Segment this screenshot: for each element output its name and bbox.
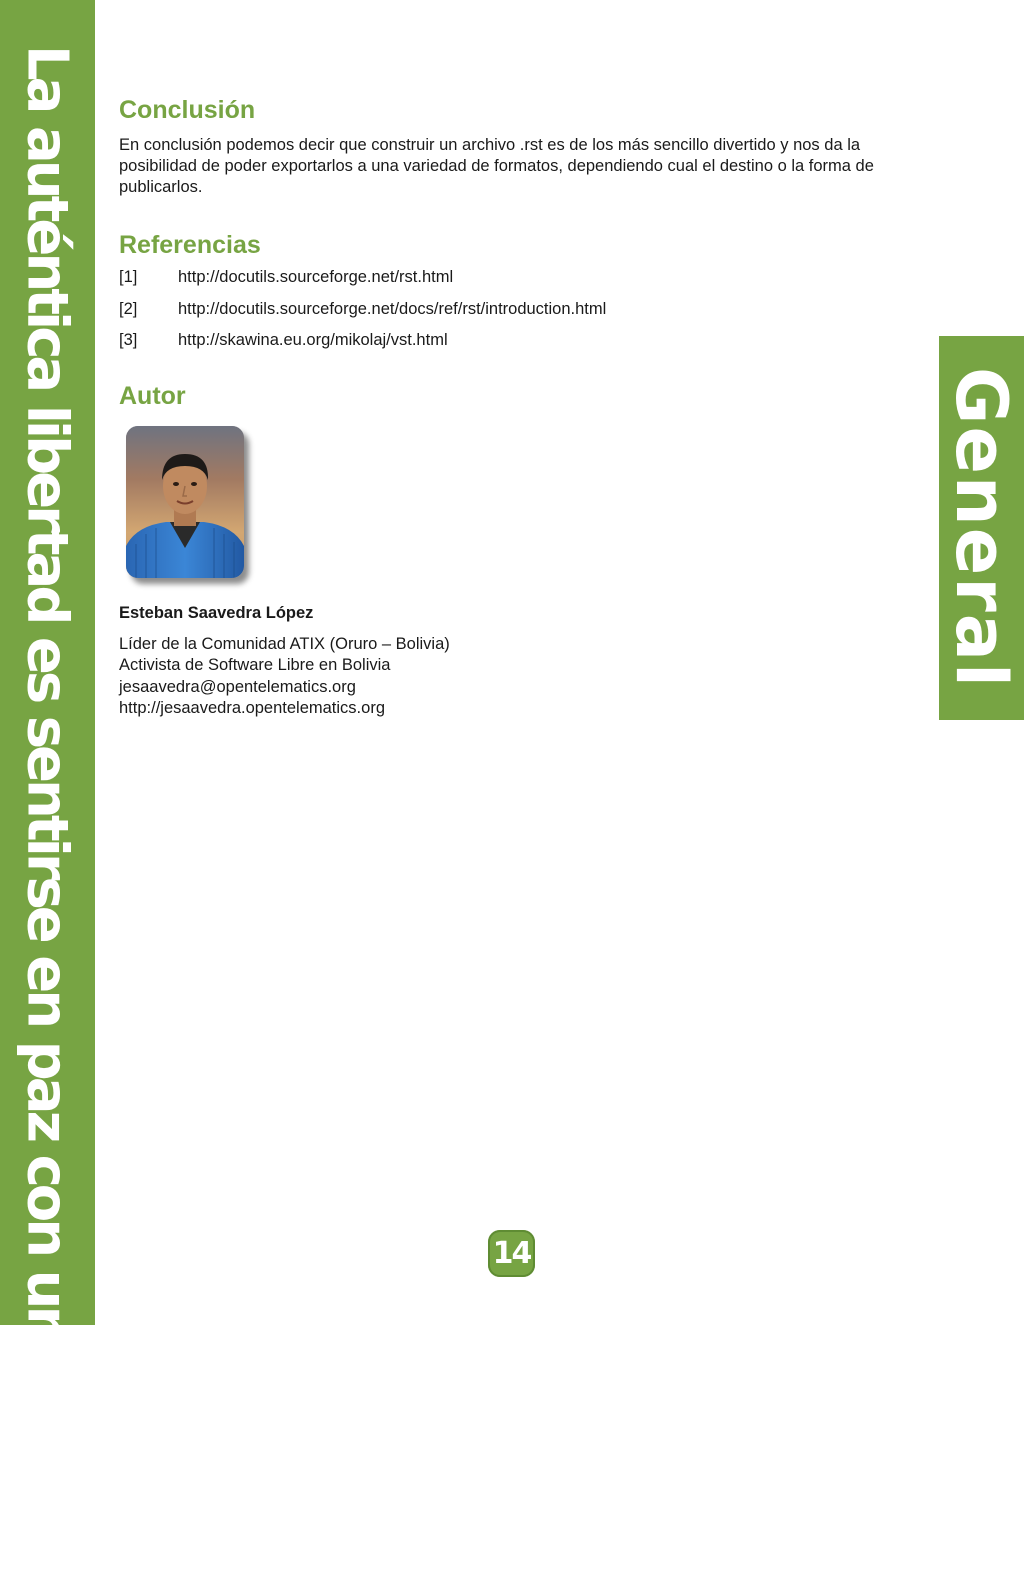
side-banner-quote: La auténtica libertad es sentirse en paz con uno mismo [14, 45, 80, 1579]
page-number: 14 [492, 1236, 531, 1271]
references-list [119, 267, 909, 362]
reference-number: [3] [119, 331, 138, 349]
page-number-badge [488, 1230, 535, 1277]
author-photo [126, 426, 244, 578]
reference-item [119, 267, 909, 299]
article-content [119, 94, 909, 720]
author-heading: Autor [119, 381, 186, 410]
section-tab [939, 336, 1024, 720]
author-details [119, 634, 909, 720]
author-website[interactable]: http://jesaavedra.opentelematics.org [119, 699, 385, 717]
reference-link[interactable]: http://skawina.eu.org/mikolaj/vst.html [178, 331, 448, 349]
conclusion-heading: Conclusión [119, 96, 256, 124]
author-name: Esteban Saavedra López [119, 603, 314, 622]
author-portrait-icon [126, 426, 244, 578]
section-tab-label: General [940, 367, 1022, 689]
author-email[interactable]: jesaavedra@opentelematics.org [119, 677, 356, 696]
reference-item [119, 299, 909, 331]
reference-item [119, 330, 909, 362]
conclusion-text: En conclusión podemos decir que construir un archivo .rst es de los más sencillo divertido y nos da la posibilidad de poder exportarlos a una variedad de formatos, dependiendo cual el destino o la forma de publicarlos. [119, 136, 874, 196]
reference-link[interactable]: http://docutils.sourceforge.net/rst.html [178, 268, 454, 286]
reference-number: [2] [119, 299, 138, 318]
author-activism: Activista de Software Libre en Bolivia [119, 656, 391, 674]
reference-link[interactable]: http://docutils.sourceforge.net/docs/ref/rst/introduction.html [178, 299, 607, 318]
references-heading: Referencias [119, 231, 261, 259]
side-banner [0, 0, 95, 1579]
author-role: Líder de la Comunidad ATIX (Oruro – Bolivia) [119, 634, 450, 653]
reference-number: [1] [119, 268, 138, 286]
